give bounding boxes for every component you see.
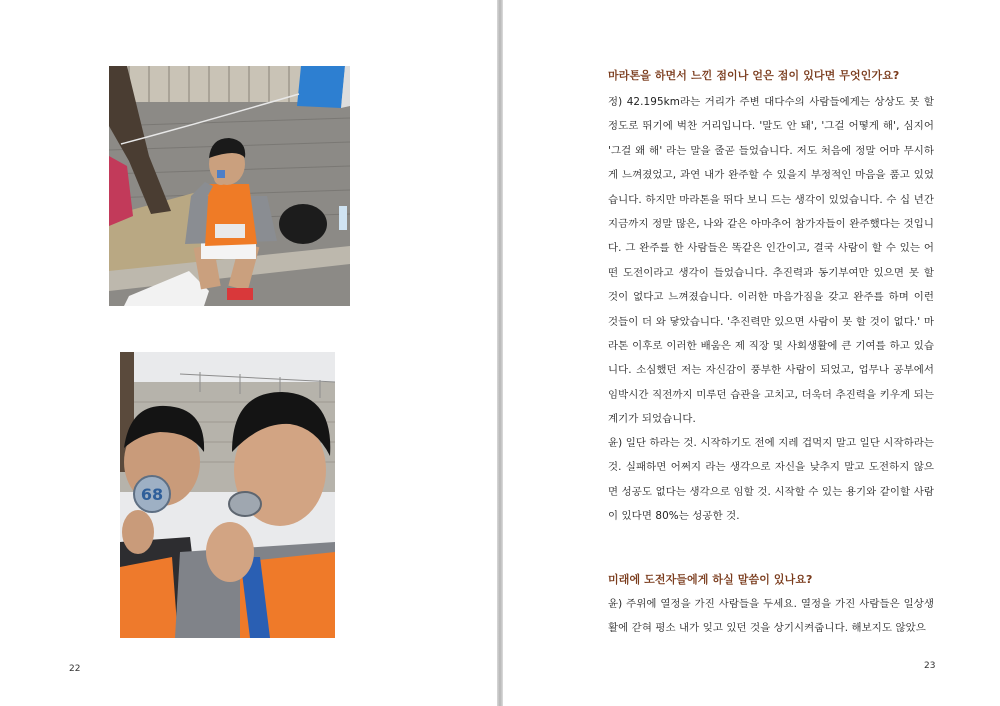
runner-sitting-illustration: [109, 66, 350, 306]
answer-paragraph: 윤) 일단 하라는 것. 시작하기도 전에 지레 겁먹지 말고 일단 시작하라는 것. 실패하면 어쩌지 라는 생각으로 자신을 낮추지 말고 도전하지 않으면 성공도 없다는 생각으로 임할 것. 시작할 수 있는 용기와 같이할 사람이 있다면 80%는 성공한 것.: [608, 437, 934, 523]
question-heading: 미래에 도전자들에게 하실 말씀이 있나요?: [608, 573, 813, 586]
answer-paragraph: 윤) 주위에 열정을 가진 사람들을 두세요. 열정을 가진 사람들은 일상생활에 갇혀 평소 내가 잊고 있던 것을 상기시켜줍니다. 해보지도 않았으: [608, 598, 934, 635]
photo-two-runners-medal: [120, 352, 335, 638]
page-number-right: 23: [924, 661, 936, 671]
two-runners-illustration: [120, 352, 335, 638]
question-heading: 마라톤을 하면서 느낀 점이나 얻은 점이 있다면 무엇인가요?: [608, 69, 900, 82]
medal-number: 68: [140, 485, 164, 504]
left-page: [0, 0, 497, 706]
answer-paragraph: 정) 42.195km라는 거리가 주변 대다수의 사람들에게는 상상도 못 할 정도로 뛰기에 벅찬 거리입니다. '말도 안 돼', '그걸 어떻게 해', 심지어 '그걸 왜 해' 라는 말을 줄곧 들었습니다. 저도 처음에 정말 어마 무시하게 느껴졌었고, 과연 내가 완주할 수 있을지 부정적인 마음을 품고 있었습니다. 하지만 마라톤을 뛰다 보니 드는 생각이 있었습니다. 수 십 년간 지금까지 정말 많은, 나와 같은 아마추어 참가자들이 완주했다는 것입니다. 그 완주를 한 사람들은 똑같은 인간이고, 결국 사람이 할 수 있는 어떤 도전이라고 생각이 들었습니다. 추진력과 동기부여만 있으면 못 할 것이 없다고 느껴졌습니다. 이러한 마음가짐을 갖고 완주를 하며 이런 것들이 더 와 닿았습니다. '추진력만 있으면 사람이 못 할 것이 없다.' 마라톤 이후로 이러한 배움은 제 직장 및 사회생활에 큰 기여를 하고 있습니다. 소심했던 저는 자신감이 풍부한 사람이 되었고, 업무나 공부에서 임박시간 직전까지 미루던 습관을 고치고, 더욱더 추진력을 키우게 되는 계기가 되었습니다.: [608, 96, 934, 426]
page-number-left: 22: [69, 664, 81, 674]
photo-runner-sitting: [109, 66, 350, 306]
